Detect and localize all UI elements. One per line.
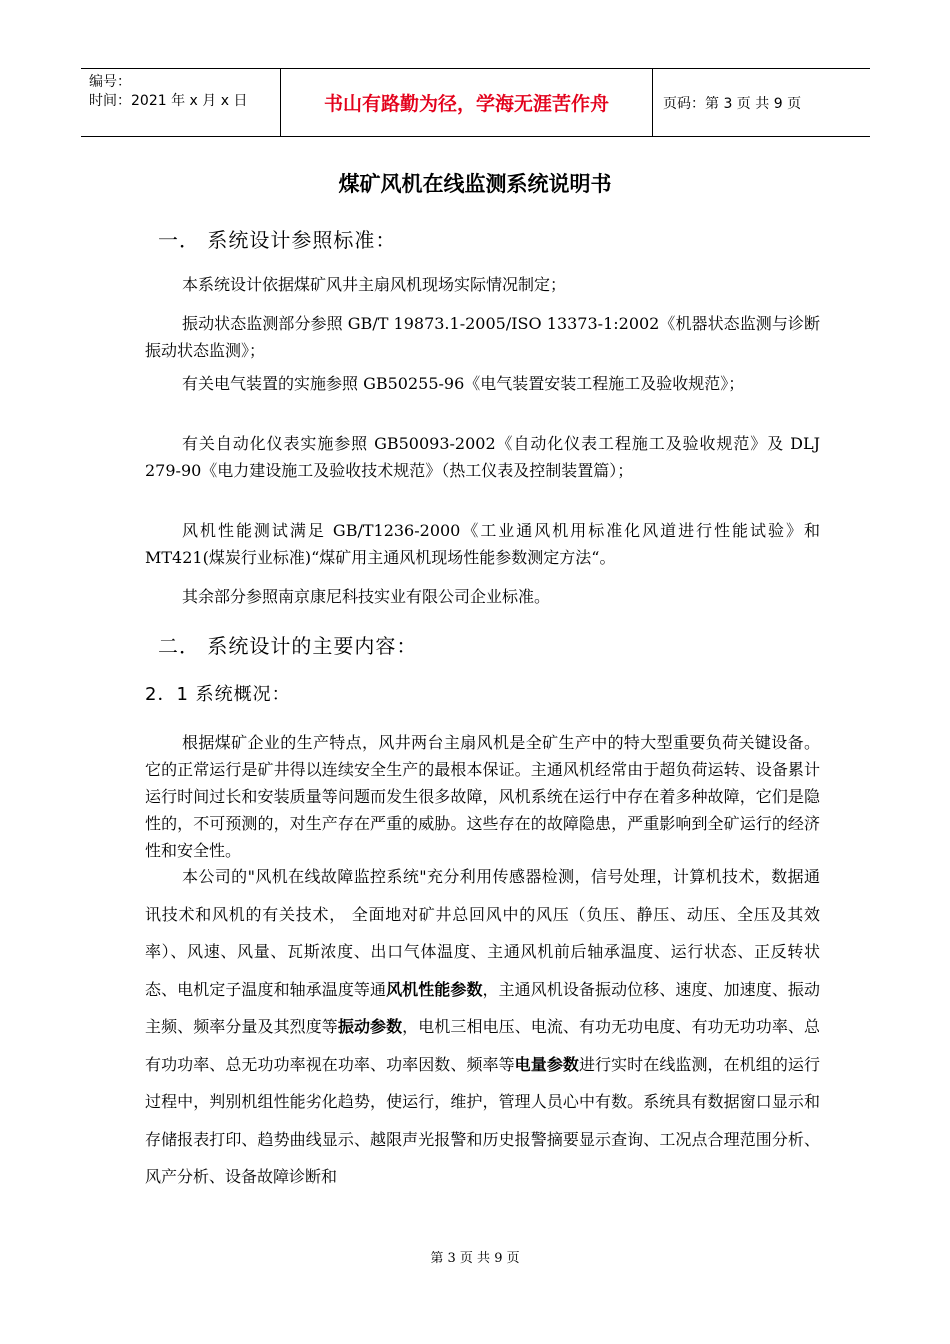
- number-label: 编号：: [89, 74, 131, 90]
- para2-bold-electric-params: 电量参数: [514, 1054, 579, 1074]
- date-label: 时间：2021 年 x 月 x 日: [89, 93, 248, 109]
- page-label: 页码：第 3 页 共 9 页: [663, 95, 802, 112]
- s1-paragraph-4: 有关自动化仪表实施参照 GB50093-2002《自动化仪表工程施工及验收规范》及 DLJ 279-90《电力建设施工及验收技术规范》（热工仪表及控制装置篇）；: [145, 434, 820, 480]
- s2-paragraph-1: 根据煤矿企业的生产特点，风井两台主扇风机是全矿生产中的特大型重要负荷关键设备。它的正常运行是矿井得以连续安全生产的最根本保证。主通风机经常由于超负荷运转、设备累计运行时间过长和安装质量等问题而发生很多故障，风机系统在运行中存在着多种故障，它们是隐性的，不可预测的，对生产存在严重的威胁。这些存在的故障隐患，严重影响到全矿运行的经济性和安全性。: [145, 733, 820, 860]
- s1-paragraph-6: 其余部分参照南京康尼科技实业有限公司企业标准。: [182, 587, 551, 606]
- page-footer: 第 3 页 共 9 页: [430, 1251, 520, 1266]
- section2-subheading: 2．1 系统概况：: [145, 684, 291, 705]
- s2-paragraph-2: [145, 858, 820, 1196]
- para2-text-a: 本公司的"风机在线故障监控系统"充分利用传感器检测，信号处理，计算机技术，数据通讯技术和风机的有关技术， 全面地对矿井总回风中的风压（负压、静压、动压、全压及其效率）、风速、风量、瓦斯浓度、出口气体温度、主通风机前后轴承温度、运行状态、正反转状态、电机定子温度和轴承温度等通: [145, 867, 820, 999]
- header-meta-cell: [81, 69, 281, 136]
- motto: 书山有路勤为径，学海无涯苦作舟: [281, 69, 653, 136]
- section1-heading: 一． 系统设计参照标准：: [158, 228, 397, 252]
- para2-bold-fan-params: 风机性能参数: [386, 979, 483, 999]
- document-title: 煤矿风机在线监测系统说明书: [338, 172, 612, 196]
- para2-text-c: ，主通风机设备振动位移、速度、加速度、振动主频、频率分量及其烈度等: [145, 979, 820, 1036]
- para2-text-d: ，电机三相电压、电流、有功无功电度、有功无功功率、总有功功率、总无功功率视在功率、功率因数、频率等: [145, 1017, 820, 1074]
- s1-paragraph-5: 风机性能测试满足 GB/T1236-2000《工业通风机用标准化风道进行性能试验》和 MT421(煤炭行业标准)“煤矿用主通风机现场性能参数测定方法“。: [145, 521, 820, 567]
- para2-bold-vibration-params: 振动参数: [337, 1017, 403, 1036]
- section2-heading: 二． 系统设计的主要内容：: [158, 634, 418, 658]
- s1-paragraph-3: 有关电气装置的实施参照 GB50255-96《电气装置安装工程施工及验收规范》；: [182, 374, 745, 393]
- para2-text-e: 进行实时在线监测，在机组的运行过程中，判别机组性能劣化趋势，使运行，维护，管理人员心中有数。系统具有数据窗口显示和存储报表打印、趋势曲线显示、越限声光报警和历史报警摘要显示查询、工况点合理范围分析、风产分析、设备故障诊断和: [145, 1054, 820, 1186]
- s1-paragraph-1: 本系统设计依据煤矿风井主扇风机现场实际情况制定；: [182, 275, 567, 294]
- header-table: [81, 68, 870, 137]
- s1-paragraph-2: 振动状态监测部分参照 GB/T 19873.1-2005/ISO 13373-1:2002《机器状态监测与诊断 振动状态监测》；: [145, 314, 820, 360]
